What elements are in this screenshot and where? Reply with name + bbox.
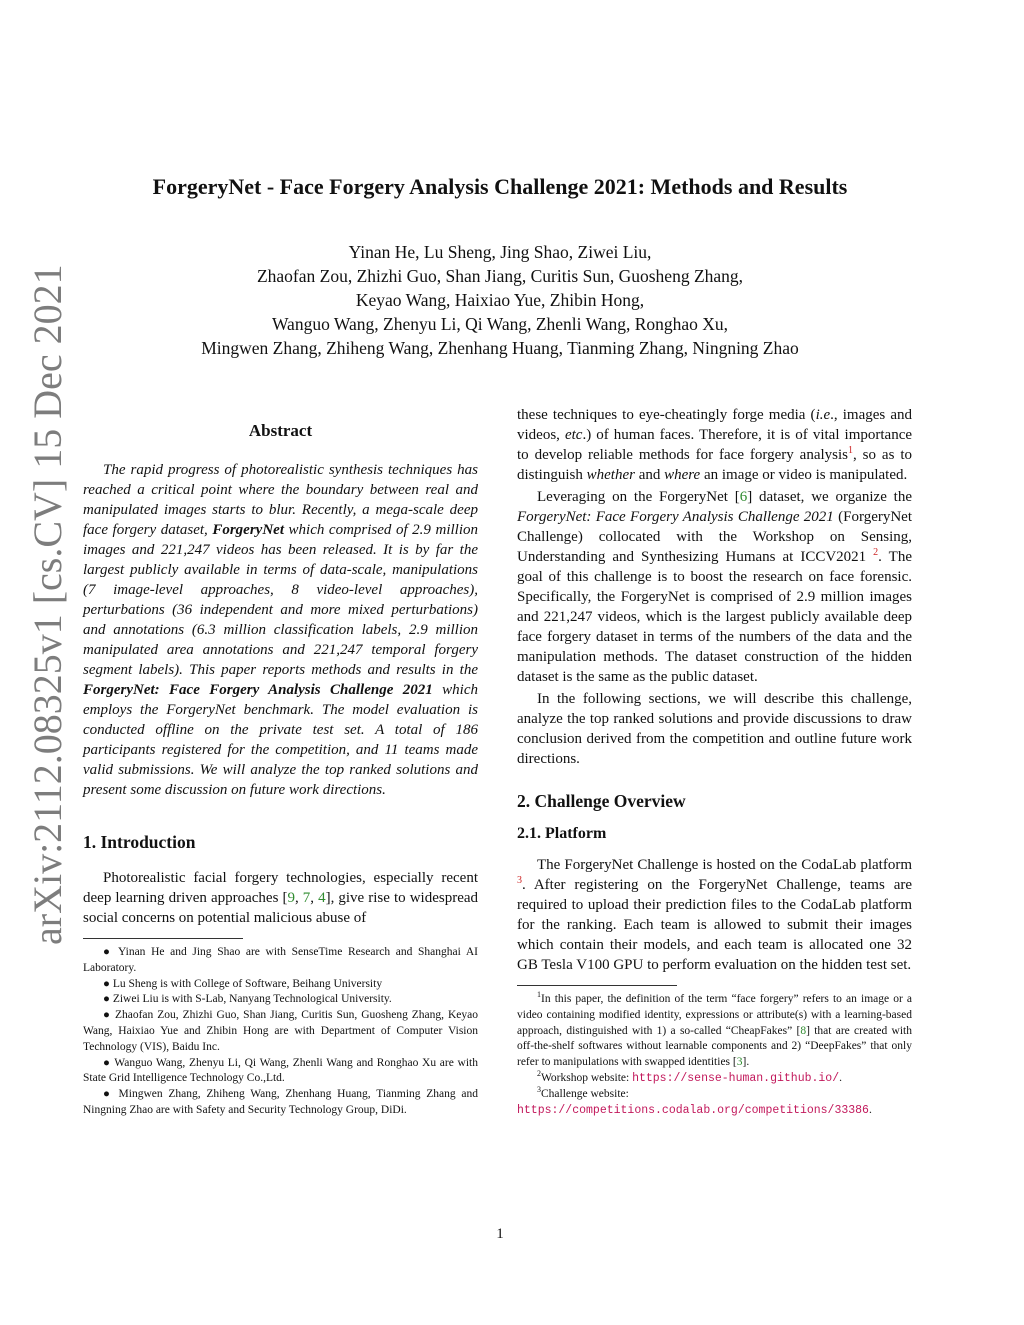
text-run: Workshop website: [541,1071,633,1084]
citation-link[interactable]: 3 [736,1056,743,1069]
text-run: , so as to distinguish [517,447,913,483]
text-run: whether [586,467,635,483]
motivation-paragraph [517,405,912,485]
abstract-part: The rapid progress of photorealistic synthesis techniques has reached a critical point where the boundary between real and manipulated images starts to blur. Recently, a mega-scale deep face forgery dataset, [83,462,478,538]
text-run: . The goal of this challenge is to boost the research on face forensic. Specifically, the ForgeryNet is comprised of 2.9 million images and 221,247 videos, which is the largest publicly available deep face forgery dataset in terms of the numbers of the data and the manipulation methods. The dataset construction of the hidden dataset is the same as the public dataset. [517,549,912,685]
challenge-website-link[interactable]: https://competitions.codalab.org/competitions/33386 [517,1103,869,1117]
footnote-number: 3 [537,1084,541,1094]
footnote-number: 2 [537,1069,541,1079]
introduction-paragraph [83,868,478,928]
text-run: .) of human faces. Therefore, it is of vital importance to develop reliable methods for face forgery analysis [517,427,913,463]
affiliation-note: ● Wanguo Wang, Zhenyu Li, Qi Wang, Zhenli Wang and Ronghao Xu are with State Grid Intelligence Technology Co.,Ltd. [83,1056,478,1085]
footnote-divider [517,985,677,986]
text-run: , [310,890,319,906]
text-run: an image or video is manipulated. [700,467,908,483]
footnote-3 [517,1084,912,1119]
platform-paragraph [517,855,912,975]
paper-title: ForgeryNet - Face Forgery Analysis Challenge 2021: Methods and Results [152,174,848,199]
citation-link[interactable]: 4 [318,890,326,906]
affiliation-note: ● Mingwen Zhang, Zhiheng Wang, Zhenhang Huang, Tianming Zhang and Ningning Zhao are with Safety and Security Technology Group, DiDi. [83,1088,478,1116]
text-run: i.e [815,407,831,423]
footnotes [517,992,912,1118]
text-run: . After registering on the ForgeryNet Challenge, teams are required to upload their prediction files to the CodaLab platform for the ranking. Each team is allowed to submit their images which contain their models, and each team is allocated one 32 GB Tesla V100 GPU to perform evaluation on the hidden test set. [517,877,912,973]
abstract-challenge-name: ForgeryNet: Face Forgery Analysis Challenge 2021 [83,682,433,698]
affiliation-note: ● Yinan He and Jing Shao are with SenseTime Research and Shanghai AI Laboratory. [83,946,478,974]
author-line: Zhaofan Zou, Zhizhi Guo, Shan Jiang, Curitis Sun, Guosheng Zhang, [256,266,744,286]
text-run: ]. [742,1056,750,1069]
author-list [80,240,920,360]
citation-link[interactable]: 9 [287,890,295,906]
author-line: Wanguo Wang, Zhenyu Li, Qi Wang, Zhenli Wang, Ronghao Xu, [271,314,729,334]
citation-link[interactable]: 6 [739,489,748,505]
outline-paragraph: In the following sections, we will describe this challenge, analyze the top ranked solutions and provide discussions to draw conclusion derived from the competition and outline future work directions. [517,691,912,767]
footnote-number: 1 [537,990,541,1000]
footnote-marker[interactable]: 2 [873,547,879,558]
text-run: ] dataset, we organize the [747,489,913,505]
arxiv-identifier-stamp: arXiv:2112.08325v1 [cs.CV] 15 Dec 2021 [25,264,70,945]
author-line: Yinan He, Lu Sheng, Jing Shao, Ziwei Liu, [348,242,652,262]
abstract-part: which employs the ForgeryNet benchmark. The model evaluation is conducted offline on the private test set. A total of 186 participants registered for the competition, and 11 teams made valid submissions. We will analyze the top ranked solutions and present some discussion on future work directions. [83,682,478,798]
text-run: . [839,1071,842,1084]
citation-link[interactable]: 7 [302,890,311,906]
footnote-divider [83,938,243,939]
abstract-dataset-name: ForgeryNet [212,522,284,538]
left-column [83,420,478,1119]
text-run: ], give rise to widespread social concerns on potential malicious abuse of [83,890,479,926]
text-run: (ForgeryNet Challenge) collocated with the Workshop on Sensing, Understanding and Synthesizing Humans at ICCV2021 [517,509,913,565]
text-run: etc [564,427,583,443]
text-run: ] that are created with off-the-shelf softwares without learnable components and 2) “DeepFakes” that only refer to manipulations with swapped identities [ [517,1024,912,1069]
text-run: and [634,467,665,483]
text-run: ., images and videos, [517,407,912,443]
page-number: 1 [496,1226,504,1242]
affiliation-footnotes [83,945,478,1119]
text-run: Leveraging on the ForgeryNet [ [537,489,740,505]
section-heading-introduction: 1. Introduction [83,832,196,852]
abstract-heading: Abstract [248,421,313,440]
footnote-1 [517,992,912,1071]
text-run: ForgeryNet: Face Forgery Analysis Challenge 2021 [517,509,834,525]
right-column [517,405,912,1118]
affiliation-note: ● Lu Sheng is with College of Software, Beihang University [103,977,383,990]
text-run: In this paper, the definition of the term “face forgery” refers to an image or a video containing modified identity, expressions or attribute(s) with a learning-based approach, distinguished with 1) a so-called “CheapFakes” [ [517,993,912,1037]
text-run: . [868,1103,872,1116]
challenge-organization-paragraph [517,487,912,687]
author-line: Keyao Wang, Haixiao Yue, Zhibin Hong, [355,290,645,310]
text-run: where [664,467,701,483]
abstract-text [83,460,478,800]
citation-link[interactable]: 8 [800,1024,807,1037]
affiliation-note: ● Zhaofan Zou, Zhizhi Guo, Shan Jiang, Curitis Sun, Guosheng Zhang, Keyao Wang, Haixiao Yue and Zhibin Hong are with Department of Computer Vision Technology (VIS), Baidu Inc. [83,1009,478,1053]
footnote-2 [517,1071,912,1087]
text-run: The ForgeryNet Challenge is hosted on the CodaLab platform [537,857,912,873]
text-run: these techniques to eye-cheatingly forge media ( [517,407,816,423]
text-run: , [294,890,303,906]
subsection-heading-platform: 2.1. Platform [517,825,607,842]
workshop-website-link[interactable]: https://sense-human.github.io/ [632,1071,840,1085]
author-line: Mingwen Zhang, Zhiheng Wang, Zhenhang Huang, Tianming Zhang, Ningning Zhao [201,338,799,358]
section-heading-challenge-overview: 2. Challenge Overview [517,791,686,811]
footnote-marker[interactable]: 3 [517,875,522,886]
text-run: Challenge website: [541,1087,629,1100]
footnote-marker[interactable]: 1 [848,445,854,456]
abstract-part: which comprised of 2.9 million images and 221,247 videos has been released. It is by far the largest publicly available in terms of data-scale, manipulations (7 image-level approaches, 8 video-level approaches), perturbations (36 independent and more mixed perturbations) and annotations (6.3 million classification labels, 2.9 million manipulated area annotations and 221,247 temporal forgery segment labels). This paper reports methods and results in the [83,522,478,678]
affiliation-note: ● Ziwei Liu is with S-Lab, Nanyang Technological University. [103,993,392,1006]
text-run: Photorealistic facial forgery technologies, especially recent deep learning driven approaches [ [83,870,478,906]
